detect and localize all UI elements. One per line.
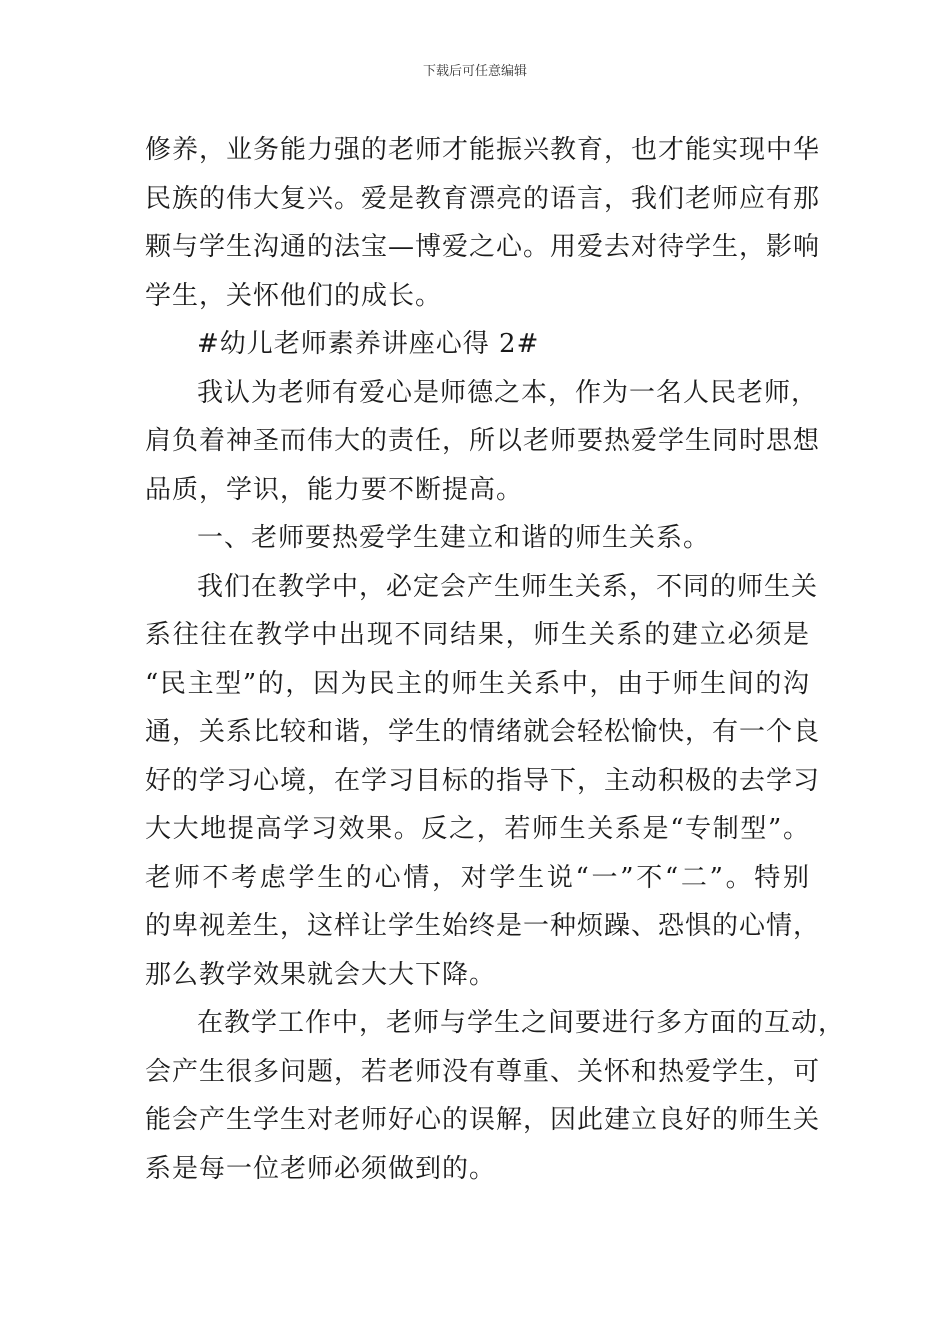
text-line: 颗与学生沟通的法宝—博爱之心。用爱去对待学生，影响 — [145, 232, 821, 262]
paragraph-first-line: 我认为老师有爱心是师德之本，作为一名人民老师， — [197, 377, 819, 408]
subheading: 一、老师要热爱学生建立和谐的师生关系。 — [197, 523, 711, 553]
text-line: 好的学习心境，在学习目标的指导下，主动积极的去学习 — [145, 765, 821, 796]
page-header: 下载后可任意编辑 — [422, 64, 527, 79]
text-line: 通，关系比较和谐，学生的情绪就会轻松愉快，有一个良 — [145, 717, 821, 747]
section-heading: #幼儿老师素养讲座心得 2# — [197, 329, 540, 359]
text-line: 品质，学识，能力要不断提高。 — [145, 474, 524, 505]
text-line: 肩负着神圣而伟大的责任，所以老师要热爱学生同时思想 — [145, 426, 821, 456]
text-line: 老师不考虑学生的心情，对学生说“一”不“二”。特别 — [145, 862, 810, 893]
text-line: 会产生很多问题，若老师没有尊重、关怀和热爱学生，可 — [145, 1056, 821, 1087]
text-line: 系是每一位老师必须做到的。 — [145, 1153, 497, 1184]
text-line: “民主型”的，因为民主的师生关系中，由于师生间的沟 — [145, 668, 810, 699]
paragraph-first-line: 我们在教学中，必定会产生师生关系，不同的师生关 — [197, 571, 819, 602]
paragraph-first-line: 在教学工作中，老师与学生之间要进行多方面的互动， — [197, 1008, 846, 1038]
text-line: 能会产生学生对老师好心的误解，因此建立良好的师生关 — [145, 1105, 821, 1135]
text-line: 大大地提高学习效果。反之，若师生关系是“专制型”。 — [145, 814, 810, 844]
text-line: 那么教学效果就会大大下降。 — [145, 959, 497, 990]
text-line: 系往往在教学中出现不同结果，师生关系的建立必须是 — [145, 620, 810, 650]
text-line: 民族的伟大复兴。爱是教育漂亮的语言，我们老师应有那 — [145, 183, 821, 214]
document-body — [145, 126, 846, 1193]
text-line: 修养，业务能力强的老师才能振兴教育，也才能实现中华 — [145, 135, 821, 165]
text-line: 学生，关怀他们的成长。 — [145, 280, 443, 311]
text-line: 的卑视差生，这样让学生始终是一种烦躁、恐惧的心情， — [145, 911, 821, 941]
